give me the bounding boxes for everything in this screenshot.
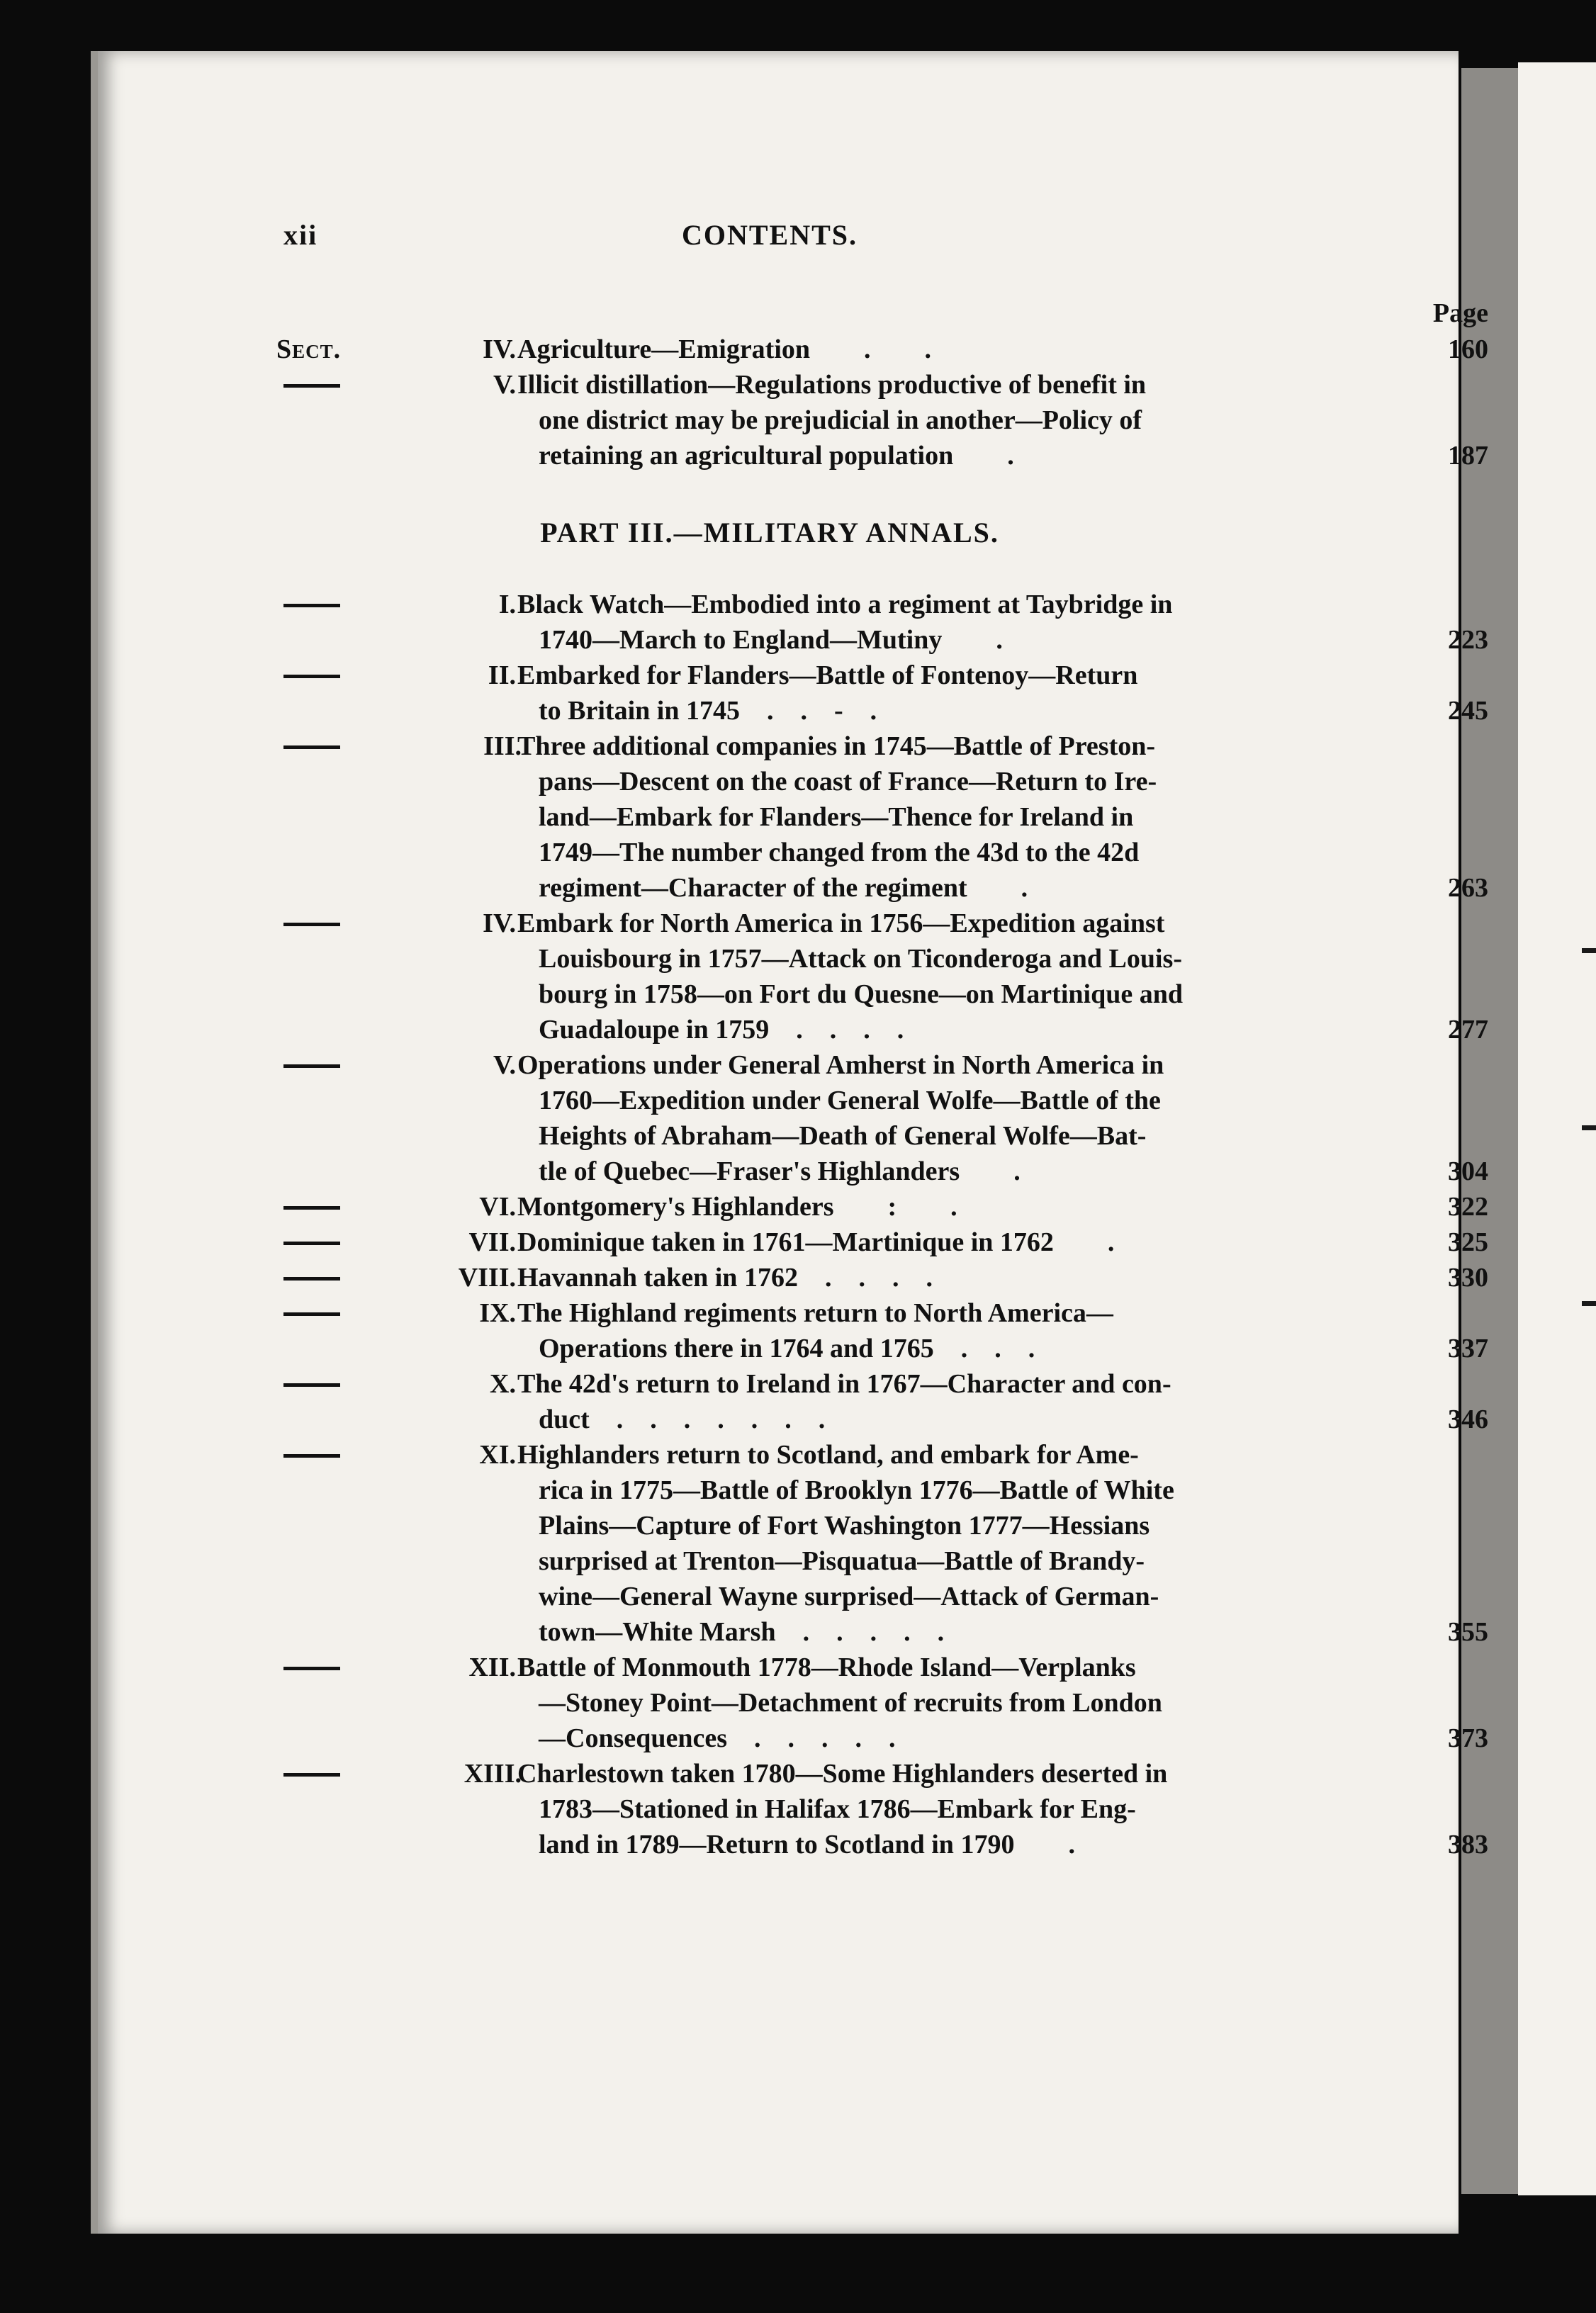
entry-text-line: surprised at Trenton—Pisquatua—Battle of Brandy- xyxy=(539,1546,1145,1576)
entry-text-line: regiment—Character of the regiment . xyxy=(539,873,1028,903)
entry-text-line: Montgomery's Highlanders : . xyxy=(517,1192,957,1222)
entry-text-line: land in 1789—Return to Scotland in 1790 . xyxy=(539,1830,1075,1859)
ditto-dash xyxy=(283,1242,340,1245)
page-title: CONTENTS. xyxy=(681,219,858,251)
part-heading: PART III.—MILITARY ANNALS. xyxy=(540,517,999,548)
entry-text-line: Embarked for Flanders—Battle of Fontenoy—Return xyxy=(517,660,1138,690)
entry-text-line: Battle of Monmouth 1778—Rhode Island—Verplanks xyxy=(517,1653,1136,1682)
entry-page-number: 383 xyxy=(1448,1830,1488,1859)
entry-text-line: one district may be prejudicial in another—Policy of xyxy=(539,405,1142,435)
entry-number: VII. xyxy=(468,1227,516,1257)
page-folio: xii xyxy=(283,219,318,251)
entry-text-line: land—Embark for Flanders—Thence for Ireland in xyxy=(539,802,1134,832)
entry-text-line: Black Watch—Embodied into a regiment at Taybridge in xyxy=(517,590,1173,619)
toc-entry xyxy=(0,1756,1596,1862)
toc-entry xyxy=(0,1366,1596,1437)
entry-text-line: 1740—March to England—Mutiny . xyxy=(539,625,1003,655)
entry-page-number: 322 xyxy=(1448,1192,1488,1222)
entry-text-line: Guadaloupe in 1759 . . . . xyxy=(539,1015,904,1045)
entry-page-number: 245 xyxy=(1448,696,1488,726)
entry-text-line: tle of Quebec—Fraser's Highlanders . xyxy=(539,1156,1021,1186)
entry-number: I. xyxy=(498,590,516,619)
entry-number: X. xyxy=(490,1369,516,1399)
entry-number: XII. xyxy=(468,1653,516,1682)
ditto-dash xyxy=(283,1277,340,1281)
entry-number: XIII. xyxy=(463,1759,522,1789)
ditto-dash xyxy=(283,1773,340,1777)
ditto-dash xyxy=(283,384,340,388)
entry-text-line: pans—Descent on the coast of France—Return to Ire- xyxy=(539,767,1157,797)
ditto-dash xyxy=(283,1064,340,1068)
entry-number: IV. xyxy=(483,908,516,938)
entry-text-line: Highlanders return to Scotland, and embark for Ame- xyxy=(517,1440,1139,1470)
toc-entry xyxy=(0,728,1596,906)
entry-text-line: 1760—Expedition under General Wolfe—Battle of the xyxy=(539,1086,1161,1115)
section-label: Sect. xyxy=(276,334,342,364)
entry-text-line: Three additional companies in 1745—Battle of Preston- xyxy=(517,731,1156,761)
toc-entry xyxy=(0,1189,1596,1225)
ditto-dash xyxy=(283,1312,340,1316)
entry-text-line: —Stoney Point—Detachment of recruits from London xyxy=(539,1688,1162,1718)
entry-text-line: to Britain in 1745 . . - . xyxy=(539,696,877,726)
entry-text-line: Embark for North America in 1756—Expedition against xyxy=(517,908,1165,938)
entry-number: VI. xyxy=(479,1192,516,1222)
toc-entry xyxy=(0,1047,1596,1189)
entry-page-number: 304 xyxy=(1448,1156,1488,1186)
entry-text-line: Dominique taken in 1761—Martinique in 1762 . xyxy=(517,1227,1115,1257)
page-column-label: Page xyxy=(1432,298,1488,328)
entry-number: V. xyxy=(493,1050,516,1080)
entry-text-line: retaining an agricultural population . xyxy=(539,441,1014,471)
ditto-dash xyxy=(283,1667,340,1670)
entry-page-number: 277 xyxy=(1448,1015,1488,1045)
entry-text-line: Charlestown taken 1780—Some Highlanders deserted in xyxy=(517,1759,1168,1789)
entry-page-number: 373 xyxy=(1448,1723,1488,1753)
entry-page-number: 160 xyxy=(1448,334,1488,364)
entry-text-line: Plains—Capture of Fort Washington 1777—Hessians xyxy=(539,1511,1150,1541)
toc-entry xyxy=(0,367,1596,473)
entry-text-line: —Consequences . . . . . xyxy=(539,1723,896,1753)
toc-entry xyxy=(0,1225,1596,1260)
entry-text-line: Operations under General Amherst in North America in xyxy=(517,1050,1164,1080)
entry-number: IX. xyxy=(479,1298,516,1328)
entry-number: IV. xyxy=(483,334,516,364)
entry-text-line: wine—General Wayne surprised—Attack of German- xyxy=(539,1582,1159,1611)
entry-text-line: rica in 1775—Battle of Brooklyn 1776—Battle of White xyxy=(539,1475,1174,1505)
toc-entry xyxy=(0,1437,1596,1650)
ditto-dash xyxy=(283,1206,340,1210)
entry-page-number: 187 xyxy=(1448,441,1488,471)
entry-text-line: Louisbourg in 1757—Attack on Ticonderoga and Louis- xyxy=(539,944,1182,974)
entry-page-number: 355 xyxy=(1448,1617,1488,1647)
entry-page-number: 263 xyxy=(1448,873,1488,903)
entry-page-number: 223 xyxy=(1448,625,1488,655)
entry-text-line: Operations there in 1764 and 1765 . . . xyxy=(539,1334,1035,1363)
entry-page-number: 330 xyxy=(1448,1263,1488,1293)
ditto-dash xyxy=(283,745,340,749)
entry-number: II. xyxy=(488,660,516,690)
entry-text-line: town—White Marsh . . . . . xyxy=(539,1617,945,1647)
entry-number: III. xyxy=(483,731,522,761)
entry-page-number: 325 xyxy=(1448,1227,1488,1257)
entry-page-number: 346 xyxy=(1448,1405,1488,1434)
toc-entry xyxy=(0,1650,1596,1756)
entry-text-line: 1749—The number changed from the 43d to the 42d xyxy=(539,838,1140,867)
entry-text-line: 1783—Stationed in Halifax 1786—Embark for Eng- xyxy=(539,1794,1136,1824)
ditto-dash xyxy=(283,1454,340,1458)
entry-number: XI. xyxy=(479,1440,516,1470)
entry-text-line: The Highland regiments return to North America— xyxy=(517,1298,1113,1328)
toc-entry xyxy=(0,1295,1596,1366)
ditto-dash xyxy=(283,923,340,926)
toc-entry xyxy=(0,587,1596,658)
entry-text-line: duct . . . . . . . xyxy=(539,1405,826,1434)
toc-entry xyxy=(0,332,1596,367)
toc-entry xyxy=(0,906,1596,1047)
entry-text-line: Heights of Abraham—Death of General Wolfe—Bat- xyxy=(539,1121,1147,1151)
ditto-dash xyxy=(283,1383,340,1387)
entry-text-line: The 42d's return to Ireland in 1767—Character and con- xyxy=(517,1369,1171,1399)
ditto-dash xyxy=(283,675,340,678)
entry-number: VIII. xyxy=(458,1263,516,1293)
entry-text-line: bourg in 1758—on Fort du Quesne—on Martinique and xyxy=(539,979,1183,1009)
ditto-dash xyxy=(283,604,340,607)
toc-entry xyxy=(0,658,1596,728)
toc-entry xyxy=(0,1260,1596,1295)
entry-page-number: 337 xyxy=(1448,1334,1488,1363)
entry-text-line: Havannah taken in 1762 . . . . xyxy=(517,1263,933,1293)
entry-text-line: Illicit distillation—Regulations productive of benefit in xyxy=(517,370,1147,400)
entry-number: V. xyxy=(493,370,516,400)
entry-text-line: Agriculture—Emigration . . xyxy=(517,334,932,364)
